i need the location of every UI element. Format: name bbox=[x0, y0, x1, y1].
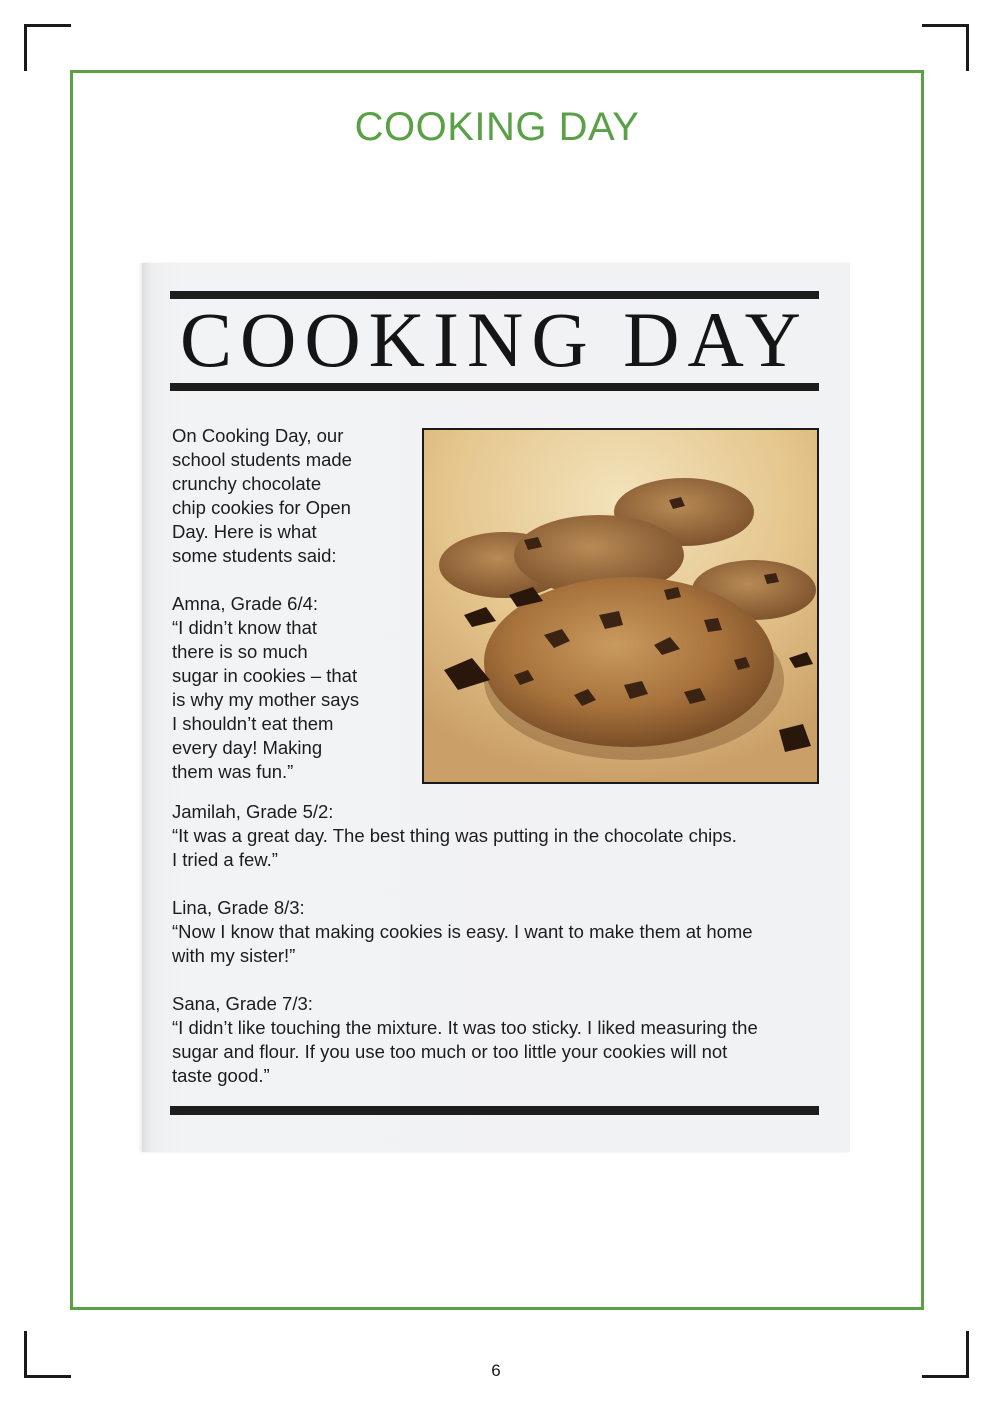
bottom-rule bbox=[170, 1106, 819, 1115]
intro-line: some students said: bbox=[172, 545, 337, 566]
page-title: COOKING DAY bbox=[354, 105, 640, 149]
quote-line: with my sister!” bbox=[172, 945, 296, 966]
quote-lina bbox=[172, 896, 822, 968]
left-column bbox=[172, 424, 387, 784]
crop-mark-top-right bbox=[922, 24, 969, 71]
crop-mark-top-left bbox=[24, 24, 71, 71]
quote-line: sugar in cookies – that bbox=[172, 665, 358, 686]
newspaper-masthead: COOKING DAY bbox=[180, 296, 809, 383]
quote-sana bbox=[172, 992, 822, 1088]
quote-amna bbox=[172, 592, 387, 784]
quote-line: “It was a great day. The best thing was putting in the chocolate chips. bbox=[172, 825, 737, 846]
newspaper-clipping bbox=[142, 263, 850, 1152]
intro-line: crunchy chocolate bbox=[172, 473, 322, 494]
intro-line: school students made bbox=[172, 449, 352, 470]
quote-line: “I didn’t like touching the mixture. It was too sticky. I liked measuring the bbox=[172, 1017, 758, 1038]
quote-line: every day! Making bbox=[172, 737, 323, 758]
quote-line: I shouldn’t eat them bbox=[172, 713, 334, 734]
quote-line: taste good.” bbox=[172, 1065, 270, 1086]
quote-author: Jamilah, Grade 5/2: bbox=[172, 801, 334, 822]
quote-author: Lina, Grade 8/3: bbox=[172, 897, 305, 918]
intro-line: Day. Here is what bbox=[172, 521, 317, 542]
intro-line: On Cooking Day, our bbox=[172, 425, 344, 446]
cookies-illustration bbox=[424, 430, 817, 782]
full-width-quotes bbox=[172, 800, 822, 1088]
quote-line: “I didn’t know that bbox=[172, 617, 317, 638]
quote-line: there is so much bbox=[172, 641, 308, 662]
masthead-bottom-rule bbox=[170, 383, 819, 391]
chocolate-chip-cookies-photo bbox=[422, 428, 819, 784]
page-number: 6 bbox=[491, 1361, 501, 1380]
quote-line: sugar and flour. If you use too much or too little your cookies will not bbox=[172, 1041, 728, 1062]
quote-jamilah bbox=[172, 800, 822, 872]
quote-line: “Now I know that making cookies is easy. I want to make them at home bbox=[172, 921, 753, 942]
intro-line: chip cookies for Open bbox=[172, 497, 351, 518]
intro-paragraph bbox=[172, 424, 387, 568]
quote-line: is why my mother says bbox=[172, 689, 360, 710]
quote-line: them was fun.” bbox=[172, 761, 294, 782]
quote-author: Amna, Grade 6/4: bbox=[172, 593, 319, 614]
quote-line: I tried a few.” bbox=[172, 849, 278, 870]
quote-author: Sana, Grade 7/3: bbox=[172, 993, 313, 1014]
